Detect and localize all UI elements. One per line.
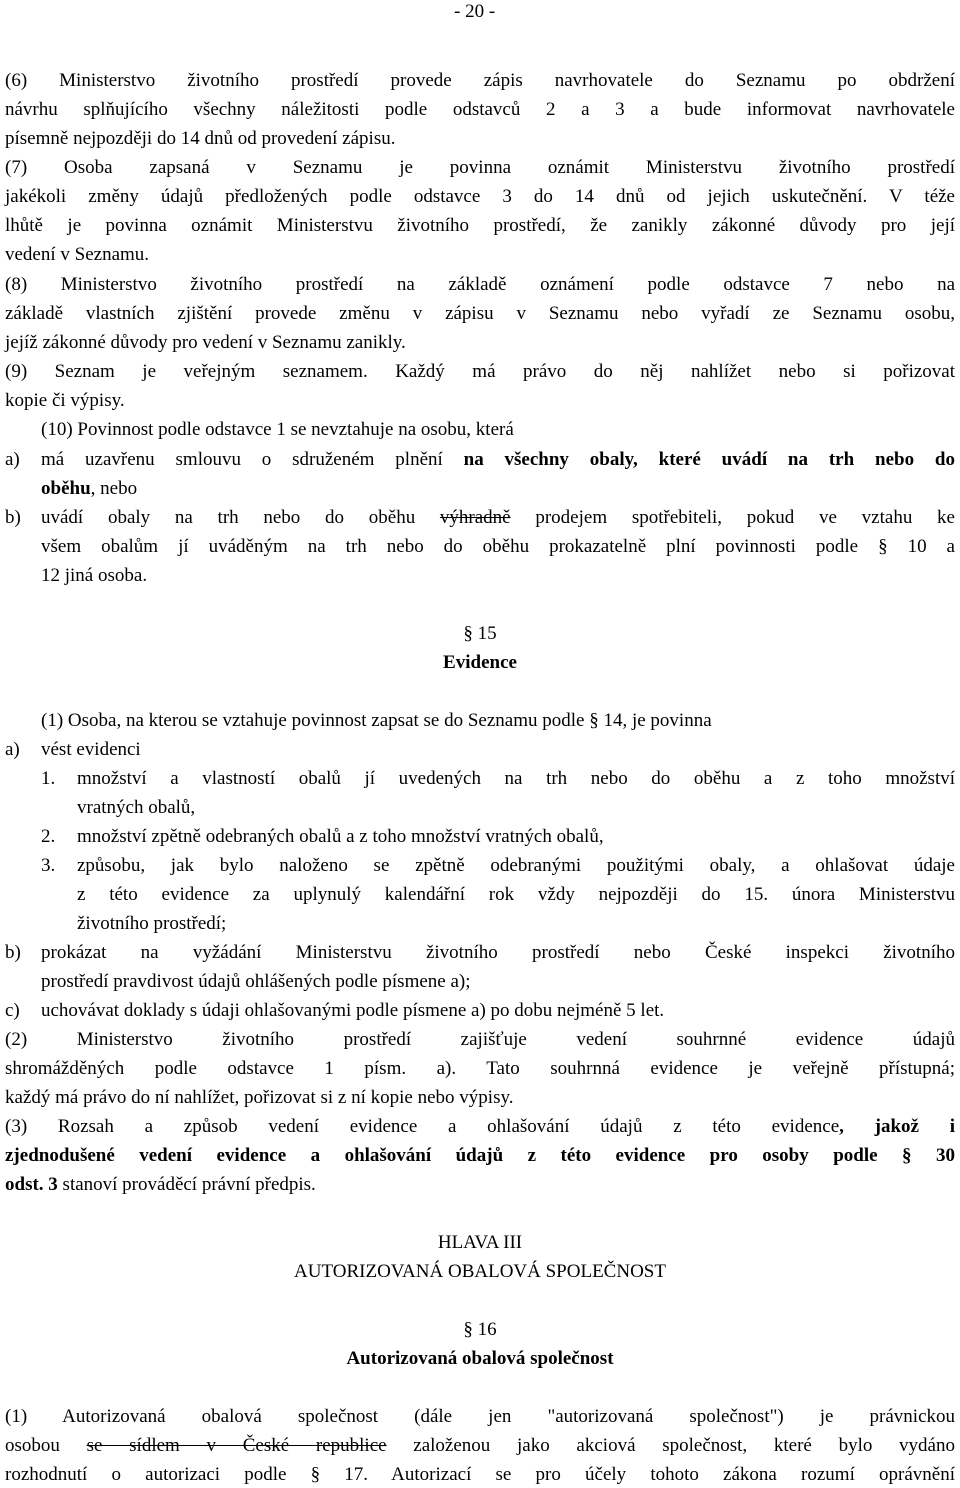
s16-text-post: založenou jako akciová společnost, které bylo vydáno bbox=[386, 1435, 955, 1456]
page-number: - 20 - bbox=[454, 1, 496, 22]
para-10-item-b-line-1 bbox=[41, 506, 955, 530]
s15-para-3-text: (3) Rozsah a způsob vedení evidence a ohlašování údajů z této evidence bbox=[5, 1116, 840, 1137]
para-9-line-2: kopie či výpisy. bbox=[5, 390, 125, 411]
para-9-line-1: (9) Seznam je veřejným seznamem. Každý má právo do něj nahlížet nebo si pořizovat bbox=[5, 361, 955, 382]
section-15-title: Evidence bbox=[443, 652, 517, 673]
s15-para-3-amendment-end: odst. 3 bbox=[5, 1174, 58, 1195]
para-7-line-1: (7) Osoba zapsaná v Seznamu je povinna oznámit Ministerstvu životního prostředí bbox=[5, 157, 955, 178]
item-b-text-pre: uvádí obaly na trh nebo do oběhu bbox=[41, 507, 440, 528]
para-10-item-b-line-2: všem obalům jí uváděným na trh nebo do oběhu prokazatelně plní povinnosti podle § 10 a bbox=[41, 536, 955, 557]
s16-para-1-line-1: (1) Autorizovaná obalová společnost (dále jen "autorizovaná společnost") je právnickou bbox=[5, 1406, 955, 1427]
s15-item-a-text: vést evidenci bbox=[41, 739, 141, 760]
section-16-number: § 16 bbox=[463, 1319, 497, 1340]
para-8-line-1: (8) Ministerstvo životního prostředí na základě oznámení podle odstavce 7 nebo na bbox=[5, 274, 955, 295]
item-a-amendment: na všechny obaly, které uvádí na trh nebo do bbox=[463, 449, 955, 470]
para-10-intro: (10) Povinnost podle odstavce 1 se nevztahuje na osobu, která bbox=[41, 419, 514, 440]
para-6-line-1: (6) Ministerstvo životního prostředí provede zápis navrhovatele do Seznamu po obdržení bbox=[5, 70, 955, 91]
para-7-line-4: vedení v Seznamu. bbox=[5, 244, 150, 265]
section-15-number: § 15 bbox=[463, 623, 497, 644]
s15-item-c-label: c) bbox=[5, 1000, 20, 1021]
para-8-line-2: základě vlastních zjištění provede změnu v zápisu v Seznamu nebo vyřadí ze Seznamu osobu, bbox=[5, 303, 955, 324]
s16-struck-phrase: se sídlem v České republice bbox=[86, 1435, 387, 1456]
s15-item-b-line-2: prostředí pravdivost údajů ohlášených podle písmene a); bbox=[41, 971, 471, 992]
struck-word: výhradně bbox=[439, 507, 511, 528]
para-10-item-a-label: a) bbox=[5, 449, 20, 470]
s15-sub-3-number: 3. bbox=[41, 855, 56, 876]
para-7-line-3: lhůtě je povinna oznámit Ministerstvu životního prostředí, že zanikly zákonné důvody pro její bbox=[5, 215, 955, 236]
item-a-text: má uzavřenu smlouvu o sdruženém plnění bbox=[41, 449, 464, 470]
s15-para-3-text-end: stanoví prováděcí právní předpis. bbox=[57, 1174, 316, 1195]
item-a-amendment-end: oběhu bbox=[41, 478, 91, 499]
para-6-line-3: písemně nejpozději do 14 dnů od provedení zápisu. bbox=[5, 128, 396, 149]
s15-para-3-line-2: zjednodušené vedení evidence a ohlašování údajů z této evidence pro osoby podle § 30 bbox=[5, 1145, 955, 1166]
s15-item-b-line-1: prokázat na vyžádání Ministerstvu životního prostředí nebo České inspekci životního bbox=[41, 942, 955, 963]
chapter-title: AUTORIZOVANÁ OBALOVÁ SPOLEČNOST bbox=[294, 1261, 666, 1282]
s15-para-3-amendment: , jakož i bbox=[839, 1116, 955, 1137]
s15-item-a-label: a) bbox=[5, 739, 20, 760]
s15-para-3-line-1 bbox=[5, 1115, 955, 1139]
s15-para-2-line-1: (2) Ministerstvo životního prostředí zajišťuje vedení souhrnné evidence údajů bbox=[5, 1029, 955, 1050]
s15-sub-2-line-1: množství zpětně odebraných obalů a z toho množství vratných obalů, bbox=[77, 826, 604, 847]
s15-sub-3-line-3: životního prostředí; bbox=[77, 913, 227, 934]
s15-sub-1-number: 1. bbox=[41, 768, 56, 789]
s15-para-3-line-3 bbox=[5, 1173, 316, 1197]
s15-sub-1-line-1: množství a vlastností obalů jí uvedených na trh nebo do oběhu a z toho množství bbox=[77, 768, 955, 789]
para-8-line-3: jejíž zákonné důvody pro vedení v Seznamu zanikly. bbox=[5, 332, 406, 353]
para-10-item-a-line-1 bbox=[41, 448, 955, 472]
s15-item-c-line-1: uchovávat doklady s údaji ohlašovanými podle písmene a) po dobu nejméně 5 let. bbox=[41, 1000, 665, 1021]
s15-sub-1-line-2: vratných obalů, bbox=[77, 797, 196, 818]
para-10-item-b-line-3: 12 jiná osoba. bbox=[41, 565, 148, 586]
s15-para-2-line-2: shromážděných podle odstavce 1 písm. a). Tato souhrnná evidence je veřejně přístupná; bbox=[5, 1058, 955, 1079]
s15-sub-2-number: 2. bbox=[41, 826, 56, 847]
para-10-item-b-label: b) bbox=[5, 507, 21, 528]
s15-sub-3-line-2: z této evidence za uplynulý kalendářní rok vždy nejpozději do 15. února Ministerstvu bbox=[77, 884, 955, 905]
s15-sub-3-line-1: způsobu, jak bylo naloženo se zpětně odebranými použitými obaly, a ohlašovat údaje bbox=[77, 855, 955, 876]
item-b-text-post: prodejem spotřebiteli, pokud ve vztahu ke bbox=[510, 507, 955, 528]
s15-para-1-intro: (1) Osoba, na kterou se vztahuje povinnost zapsat se do Seznamu podle § 14, je povinna bbox=[41, 710, 712, 731]
s15-para-2-line-3: každý má právo do ní nahlížet, pořizovat si z ní kopie nebo výpisy. bbox=[5, 1087, 514, 1108]
s16-text-pre: osobou bbox=[5, 1435, 87, 1456]
section-16-title: Autorizovaná obalová společnost bbox=[346, 1348, 614, 1369]
para-10-item-a-line-2 bbox=[41, 477, 955, 501]
para-6-line-2: návrhu splňujícího všechny náležitosti podle odstavců 2 a 3 a bude informovat navrhovatele bbox=[5, 99, 955, 120]
s15-item-b-label: b) bbox=[5, 942, 21, 963]
chapter-label: HLAVA III bbox=[437, 1232, 523, 1253]
para-7-line-2: jakékoli změny údajů předložených podle odstavce 3 do 14 dnů od jejich uskutečnění. V téže bbox=[5, 186, 955, 207]
s16-para-1-line-3: rozhodnutí o autorizaci podle § 17. Autorizací se pro účely tohoto zákona rozumí oprávnění bbox=[5, 1464, 955, 1485]
item-a-text-end: , nebo bbox=[90, 478, 138, 499]
s16-para-1-line-2 bbox=[5, 1434, 955, 1458]
